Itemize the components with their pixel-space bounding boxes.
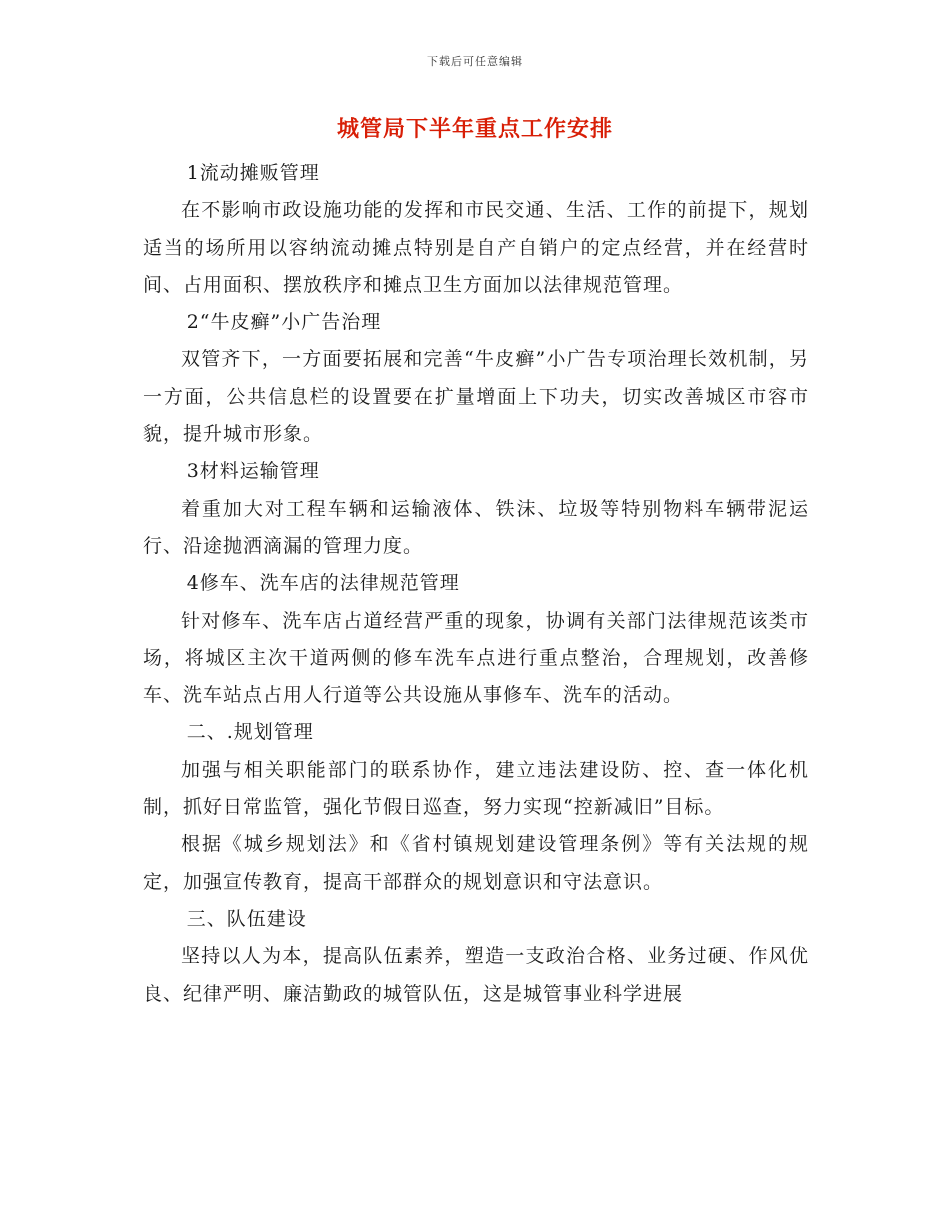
- paragraph: 加强与相关职能部门的联系协作，建立违法建设防、控、查一体化机制，抓好日常监管，强化节假日巡查，努力实现“控新减旧”目标。: [143, 758, 809, 819]
- paragraph: 坚持以人为本，提高队伍素养，塑造一支政治合格、业务过硬、作风优良、纪律严明、廉洁勤政的城管队伍，这是城管事业科学进展: [143, 945, 809, 1005]
- paragraph: 根据《城乡规划法》和《省村镇规划建设管理条例》等有关法规的规定，加强宣传教育，提高干部群众的规划意识和守法意识。: [143, 833, 809, 893]
- section-heading: 1流动摊贩管理: [186, 162, 320, 184]
- header-note: 下载后可任意编辑: [427, 55, 523, 68]
- section-heading: 4修车、洗车店的法律规范管理: [186, 572, 460, 595]
- section-heading: 二、.规划管理: [186, 721, 314, 744]
- section-heading: 3材料运输管理: [186, 460, 320, 483]
- document-title: 城管局下半年重点工作安排: [336, 117, 613, 142]
- paragraph: 在不影响市政设施功能的发挥和市民交通、生活、工作的前提下，规划适当的场所用以容纳流动摊点特别是自产自销户的定点经营，并在经营时间、占用面积、摆放秩序和摊点卫生方面加以法律规范管理。: [143, 199, 809, 296]
- document-body: [143, 155, 809, 1013]
- section-heading: 三、队伍建设: [186, 907, 307, 930]
- paragraph: 着重加大对工程车辆和运输液体、铁沫、垃圾等特别物料车辆带泥运行、沿途抛洒滴漏的管理力度。: [143, 497, 809, 557]
- section-heading: 2“牛皮癣”小广告治理: [186, 311, 382, 334]
- paragraph: 针对修车、洗车店占道经营严重的现象，协调有关部门法律规范该类市场，将城区主次干道两侧的修车洗车点进行重点整治，合理规划，改善修车、洗车站点占用人行道等公共设施从事修车、洗车的活动。: [143, 609, 809, 707]
- paragraph: 双管齐下，一方面要拓展和完善“牛皮癣”小广告专项治理长效机制，另一方面，公共信息栏的设置要在扩量增面上下功夫，切实改善城区市容市貌，提升城市形象。: [143, 348, 809, 446]
